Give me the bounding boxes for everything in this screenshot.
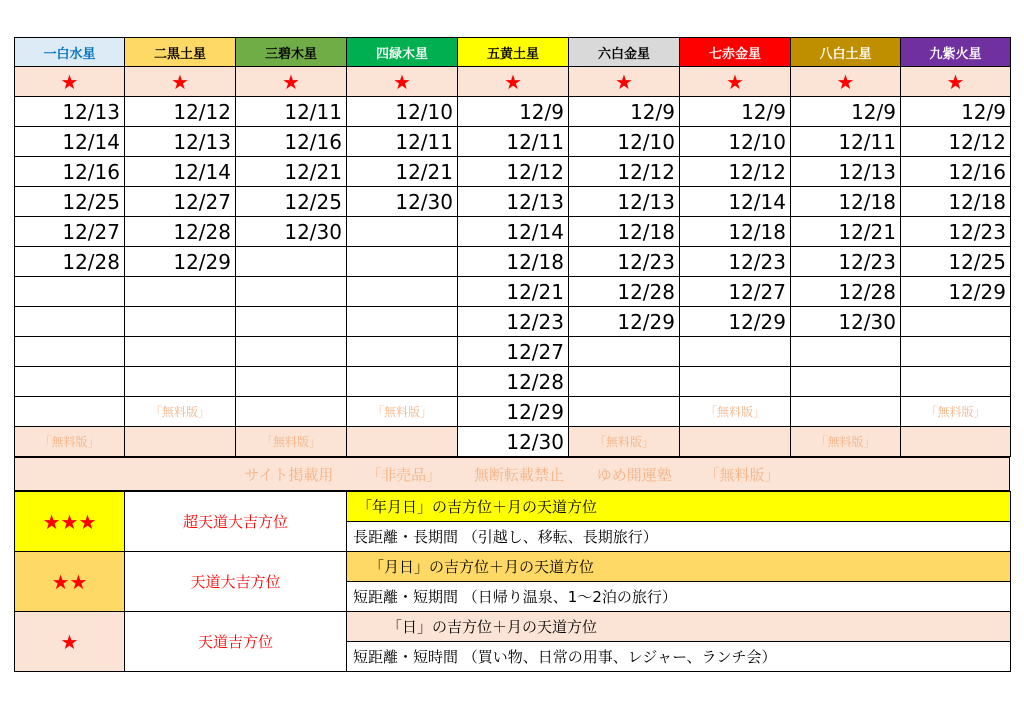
empty-cell bbox=[347, 337, 458, 367]
star-icon: ★ bbox=[15, 67, 125, 97]
empty-cell bbox=[15, 367, 125, 397]
date-cell: 12/16 bbox=[901, 157, 1011, 187]
empty-cell bbox=[347, 367, 458, 397]
star-column-header: 三碧木星 bbox=[236, 38, 347, 67]
empty-cell bbox=[125, 337, 236, 367]
date-cell: 12/13 bbox=[569, 187, 680, 217]
date-cell: 12/28 bbox=[15, 247, 125, 277]
star-column-header: 四緑木星 bbox=[347, 38, 458, 67]
date-cell: 12/9 bbox=[569, 97, 680, 127]
date-row bbox=[15, 307, 1011, 337]
date-cell: 12/18 bbox=[680, 217, 791, 247]
star-icon: ★ bbox=[458, 67, 569, 97]
date-grid bbox=[14, 37, 1011, 457]
legend-stars-2: ★★ bbox=[15, 552, 125, 612]
star-column-header: 一白水星 bbox=[15, 38, 125, 67]
date-cell: 12/13 bbox=[791, 157, 901, 187]
banner-item: 「無料版」 bbox=[704, 465, 780, 484]
star-icon: ★ bbox=[680, 67, 791, 97]
empty-cell bbox=[125, 307, 236, 337]
empty-cell bbox=[236, 247, 347, 277]
empty-cell bbox=[791, 397, 901, 427]
date-cell: 12/9 bbox=[901, 97, 1011, 127]
date-row bbox=[15, 367, 1011, 397]
banner-text bbox=[15, 458, 1010, 491]
empty-cell bbox=[347, 247, 458, 277]
empty-cell bbox=[236, 277, 347, 307]
date-cell: 12/9 bbox=[791, 97, 901, 127]
empty-cell bbox=[236, 397, 347, 427]
date-cell: 12/29 bbox=[458, 397, 569, 427]
free-version-watermark: 「無料版」 bbox=[901, 397, 1011, 427]
star-icon: ★ bbox=[347, 67, 458, 97]
date-cell: 12/25 bbox=[901, 247, 1011, 277]
date-cell: 12/12 bbox=[458, 157, 569, 187]
empty-cell bbox=[347, 427, 458, 457]
star-icon: ★ bbox=[791, 67, 901, 97]
date-cell: 12/13 bbox=[458, 187, 569, 217]
date-cell: 12/30 bbox=[347, 187, 458, 217]
legend-stars-1: ★ bbox=[15, 612, 125, 672]
date-row bbox=[15, 247, 1011, 277]
date-cell: 12/23 bbox=[569, 247, 680, 277]
empty-cell bbox=[569, 337, 680, 367]
date-cell: 12/13 bbox=[125, 127, 236, 157]
free-version-watermark: 「無料版」 bbox=[125, 397, 236, 427]
date-row bbox=[15, 337, 1011, 367]
empty-cell bbox=[15, 397, 125, 427]
star-icon: ★ bbox=[901, 67, 1011, 97]
star-icon: ★ bbox=[569, 67, 680, 97]
legend-title-2: 「月日」の吉方位＋月の天道方位 bbox=[347, 552, 1011, 582]
free-version-watermark: 「無料版」 bbox=[791, 427, 901, 457]
legend-title-3: 「年月日」の吉方位＋月の天道方位 bbox=[347, 492, 1011, 522]
legend-detail-1: 短距離・短時間 （買い物、日常の用事、レジャー、ランチ会） bbox=[347, 642, 1011, 672]
free-version-watermark: 「無料版」 bbox=[236, 427, 347, 457]
empty-cell bbox=[680, 427, 791, 457]
date-cell: 12/21 bbox=[458, 277, 569, 307]
date-cell: 12/14 bbox=[458, 217, 569, 247]
star-column-header: 九紫火星 bbox=[901, 38, 1011, 67]
date-row bbox=[15, 397, 1011, 427]
date-cell: 12/16 bbox=[15, 157, 125, 187]
date-row bbox=[15, 157, 1011, 187]
date-cell: 12/30 bbox=[458, 427, 569, 457]
empty-cell bbox=[569, 397, 680, 427]
star-column-header: 八白土星 bbox=[791, 38, 901, 67]
banner-item: サイト掲載用 bbox=[244, 465, 334, 484]
date-cell: 12/30 bbox=[791, 307, 901, 337]
date-cell: 12/23 bbox=[791, 247, 901, 277]
free-version-watermark: 「無料版」 bbox=[569, 427, 680, 457]
date-row bbox=[15, 427, 1011, 457]
date-cell: 12/28 bbox=[569, 277, 680, 307]
legend-name-1: 天道吉方位 bbox=[125, 612, 347, 672]
star-column-header: 二黒土星 bbox=[125, 38, 236, 67]
date-cell: 12/14 bbox=[15, 127, 125, 157]
date-cell: 12/18 bbox=[569, 217, 680, 247]
empty-cell bbox=[901, 427, 1011, 457]
date-row bbox=[15, 217, 1011, 247]
header-row bbox=[15, 38, 1011, 67]
empty-cell bbox=[680, 337, 791, 367]
star-icon: ★ bbox=[236, 67, 347, 97]
date-cell: 12/27 bbox=[15, 217, 125, 247]
date-cell: 12/18 bbox=[458, 247, 569, 277]
free-version-watermark: 「無料版」 bbox=[347, 397, 458, 427]
empty-cell bbox=[680, 367, 791, 397]
empty-cell bbox=[347, 217, 458, 247]
star-column-header: 六白金星 bbox=[569, 38, 680, 67]
date-row bbox=[15, 277, 1011, 307]
date-cell: 12/12 bbox=[680, 157, 791, 187]
empty-cell bbox=[125, 277, 236, 307]
date-cell: 12/9 bbox=[458, 97, 569, 127]
date-cell: 12/10 bbox=[569, 127, 680, 157]
date-row bbox=[15, 97, 1011, 127]
date-cell: 12/18 bbox=[791, 187, 901, 217]
date-cell: 12/11 bbox=[236, 97, 347, 127]
legend-title-1: 「日」の吉方位＋月の天道方位 bbox=[347, 612, 1011, 642]
empty-cell bbox=[236, 367, 347, 397]
date-cell: 12/27 bbox=[458, 337, 569, 367]
date-cell: 12/11 bbox=[791, 127, 901, 157]
empty-cell bbox=[347, 277, 458, 307]
free-version-watermark: 「無料版」 bbox=[15, 427, 125, 457]
date-cell: 12/11 bbox=[458, 127, 569, 157]
date-cell: 12/11 bbox=[347, 127, 458, 157]
empty-cell bbox=[901, 337, 1011, 367]
empty-cell bbox=[125, 367, 236, 397]
date-cell: 12/29 bbox=[125, 247, 236, 277]
date-cell: 12/23 bbox=[901, 217, 1011, 247]
banner-item: ゆめ開運塾 bbox=[596, 465, 672, 484]
empty-cell bbox=[791, 337, 901, 367]
legend-name-3: 超天道大吉方位 bbox=[125, 492, 347, 552]
date-cell: 12/21 bbox=[791, 217, 901, 247]
empty-cell bbox=[15, 337, 125, 367]
legend-detail-2: 短距離・短期間 （日帰り温泉、1～2泊の旅行） bbox=[347, 582, 1011, 612]
star-column-header: 七赤金星 bbox=[680, 38, 791, 67]
date-cell: 12/14 bbox=[680, 187, 791, 217]
date-cell: 12/29 bbox=[569, 307, 680, 337]
star-rating-row bbox=[15, 67, 1011, 97]
empty-cell bbox=[347, 307, 458, 337]
date-cell: 12/12 bbox=[901, 127, 1011, 157]
free-version-watermark: 「無料版」 bbox=[680, 397, 791, 427]
date-cell: 12/9 bbox=[680, 97, 791, 127]
legend-detail-3: 長距離・長期間 （引越し、移転、長期旅行） bbox=[347, 522, 1011, 552]
legend-name-2: 天道大吉方位 bbox=[125, 552, 347, 612]
empty-cell bbox=[901, 307, 1011, 337]
date-cell: 12/27 bbox=[125, 187, 236, 217]
empty-cell bbox=[236, 337, 347, 367]
star-icon: ★ bbox=[125, 67, 236, 97]
empty-cell bbox=[15, 277, 125, 307]
date-cell: 12/10 bbox=[347, 97, 458, 127]
fortune-direction-sheet bbox=[14, 37, 1010, 672]
date-cell: 12/29 bbox=[901, 277, 1011, 307]
date-row bbox=[15, 187, 1011, 217]
banner-item: 無断転載禁止 bbox=[473, 465, 564, 484]
empty-cell bbox=[125, 427, 236, 457]
date-cell: 12/12 bbox=[569, 157, 680, 187]
legend-table bbox=[14, 491, 1011, 672]
date-cell: 12/12 bbox=[125, 97, 236, 127]
date-cell: 12/25 bbox=[236, 187, 347, 217]
empty-cell bbox=[236, 307, 347, 337]
date-cell: 12/27 bbox=[680, 277, 791, 307]
date-cell: 12/23 bbox=[680, 247, 791, 277]
empty-cell bbox=[901, 367, 1011, 397]
date-cell: 12/16 bbox=[236, 127, 347, 157]
banner-item: 「非売品」 bbox=[366, 465, 442, 484]
date-cell: 12/25 bbox=[15, 187, 125, 217]
date-row bbox=[15, 127, 1011, 157]
date-cell: 12/30 bbox=[236, 217, 347, 247]
date-cell: 12/21 bbox=[347, 157, 458, 187]
date-cell: 12/23 bbox=[458, 307, 569, 337]
star-column-header: 五黄土星 bbox=[458, 38, 569, 67]
date-cell: 12/29 bbox=[680, 307, 791, 337]
date-cell: 12/14 bbox=[125, 157, 236, 187]
date-cell: 12/28 bbox=[458, 367, 569, 397]
date-cell: 12/28 bbox=[791, 277, 901, 307]
date-cell: 12/28 bbox=[125, 217, 236, 247]
empty-cell bbox=[15, 307, 125, 337]
date-cell: 12/10 bbox=[680, 127, 791, 157]
empty-cell bbox=[791, 367, 901, 397]
date-cell: 12/21 bbox=[236, 157, 347, 187]
date-cell: 12/18 bbox=[901, 187, 1011, 217]
watermark-banner bbox=[14, 457, 1010, 491]
legend-stars-3: ★★★ bbox=[15, 492, 125, 552]
date-cell: 12/13 bbox=[15, 97, 125, 127]
empty-cell bbox=[569, 367, 680, 397]
